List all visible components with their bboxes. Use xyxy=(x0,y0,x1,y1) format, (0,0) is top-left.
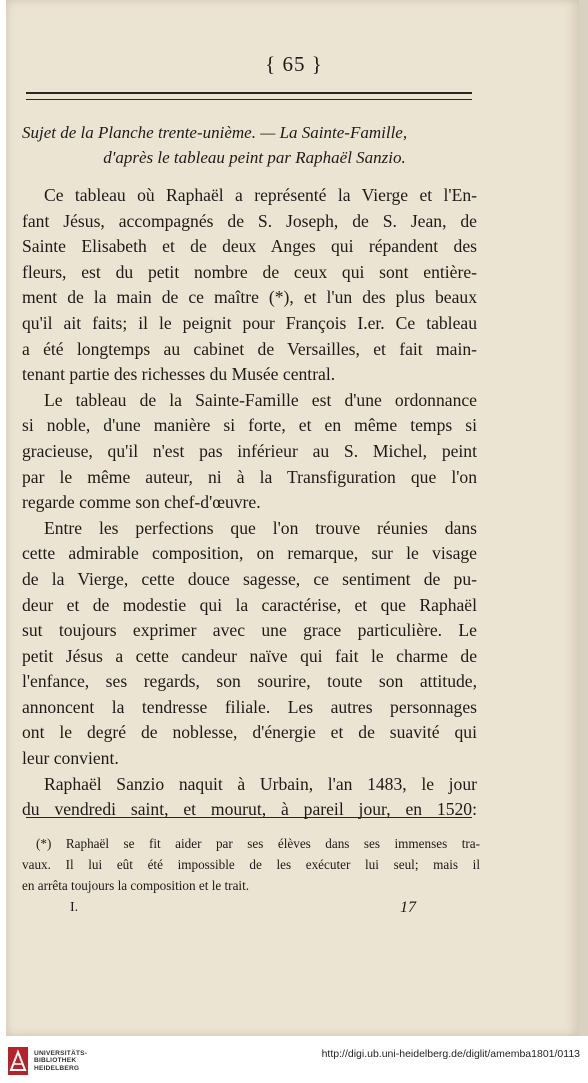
text-line: par le même auteur, ni à la Transfiguration que l'on xyxy=(22,466,477,487)
body-text xyxy=(22,183,477,823)
paragraph-2 xyxy=(22,388,477,516)
footnote-line: en arrêta toujours la composition et le trait. xyxy=(22,878,250,893)
text-line: tenant partie des richesses du Musée central. xyxy=(22,364,336,385)
text-line: petit Jésus a cette candeur naïve qui fait le charme de xyxy=(22,645,477,666)
library-name-line: UNIVERSITÄTS- xyxy=(34,1050,88,1057)
text-line: l'enfance, ses regards, son sourire, toute son attitude, xyxy=(22,671,477,692)
text-line: de la Vierge, cette douce sagesse, ce sentiment de pu- xyxy=(22,568,477,589)
viewer-footer xyxy=(0,1040,588,1083)
text-line: Sainte Elisabeth et de deux Anges qui répandent des xyxy=(22,236,477,257)
paragraph-1 xyxy=(22,183,477,388)
page-edge xyxy=(579,0,588,1036)
text-line: Ce tableau où Raphaël a représenté la Vierge et l'En- xyxy=(44,185,477,205)
text-line: Le tableau de la Sainte-Famille est d'une ordonnance xyxy=(44,389,477,410)
text-line: Entre les perfections que l'on trouve réunies dans xyxy=(44,517,477,538)
signature-mark: I. xyxy=(70,900,79,915)
text-line: qu'il ait faits; il le peignit pour François I.er. Ce tableau xyxy=(22,312,477,333)
text-line: ont le degré de noblesse, d'énergie et de suavité qui xyxy=(22,722,477,743)
text-line: deur et de modestie qui la caractérise, et que Raphaël xyxy=(22,594,477,615)
page-number: { 65 } xyxy=(265,52,323,76)
text-line: fleurs, est du petit nombre de ceux qui sont entière- xyxy=(22,261,477,282)
heading-line-1: Sujet de la Planche trente-unième. — La Sainte-Famille, xyxy=(22,123,408,142)
header-rule xyxy=(26,92,472,100)
text-line: a été longtemps au cabinet de Versailles, et fait main- xyxy=(22,338,477,359)
library-logo-icon xyxy=(7,1046,29,1076)
text-line: cette admirable composition, on remarque, sur le visage xyxy=(22,543,477,564)
heading-line-2: d'après le tableau peint par Raphaël Sanzio. xyxy=(103,148,406,167)
plate-heading xyxy=(22,120,477,170)
text-line: sut toujours exprimer avec une grace particulière. Le xyxy=(22,620,477,641)
source-url-link[interactable]: http://digi.ub.uni-heidelberg.de/diglit/amemba1801/0113 xyxy=(321,1048,580,1060)
footnote-line: vaux. Il lui eût été impossible de les exécuter lui seul; mais il xyxy=(22,857,480,872)
text-line: regarde comme son chef-d'œuvre. xyxy=(22,492,261,513)
paragraph-3 xyxy=(22,516,477,772)
signature-number: 17 xyxy=(400,899,416,916)
text-line: Raphaël Sanzio naquit à Urbain, l'an 1483, le jour xyxy=(44,773,477,794)
footnote-line: (*) Raphaël se fit aider par ses élèves dans ses immenses tra- xyxy=(36,836,480,851)
footnote xyxy=(22,833,480,896)
text-line: fant Jésus, accompagnés de S. Joseph, de S. Jean, de xyxy=(22,210,477,231)
text-line: annoncent la tendresse filiale. Les autres personnages xyxy=(22,696,477,717)
footnote-rule xyxy=(26,817,472,818)
text-line: leur convient. xyxy=(22,748,119,769)
library-name-line: BIBLIOTHEK xyxy=(34,1057,77,1065)
text-line: si noble, d'une manière si forte, et en même temps si xyxy=(22,415,477,436)
library-name-line: HEIDELBERG xyxy=(34,1064,80,1072)
paragraph-4 xyxy=(22,772,477,823)
text-line: du vendredi saint, et mourut, à pareil jour, en 1520: xyxy=(22,799,477,820)
library-name xyxy=(34,1050,87,1072)
text-line: ment de la main de ce maître (*), et l'un des plus beaux xyxy=(22,287,477,308)
text-line: gracieuse, qu'il n'est pas inférieur au S. Michel, peint xyxy=(22,440,477,461)
